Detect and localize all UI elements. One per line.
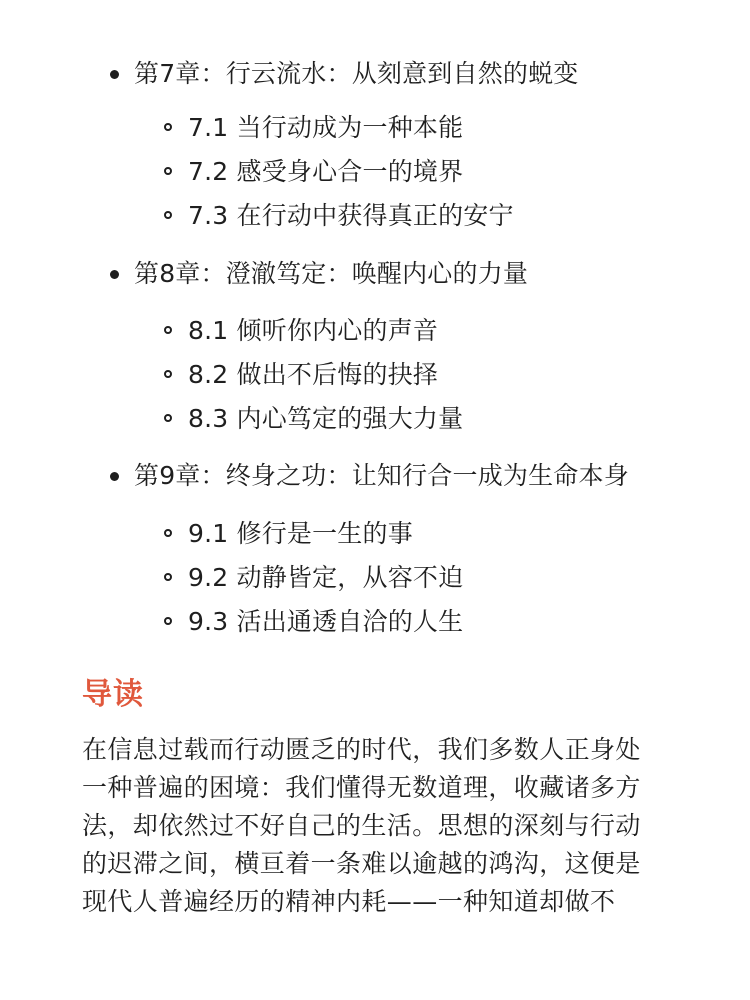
section-title: 8.3 内心笃定的强大力量 xyxy=(188,404,464,433)
section-title: 7.1 当行动成为一种本能 xyxy=(188,113,464,142)
bullet-circle-icon xyxy=(164,167,172,175)
section-title: 9.3 活出通透自洽的人生 xyxy=(188,607,464,636)
paragraph-line: 一种普遍的困境：我们懂得无数道理，收藏诸多方 xyxy=(82,773,641,802)
bullet-circle-icon xyxy=(164,414,172,422)
paragraph-line: 的迟滞之间，横亘着一条难以逾越的鸿沟，这便是 xyxy=(82,849,641,878)
bullet-disc-icon xyxy=(110,472,119,481)
intro-paragraph xyxy=(82,731,672,921)
paragraph-line: 在信息过载而行动匮乏的时代，我们多数人正身处 xyxy=(82,735,641,764)
section-title: 7.2 感受身心合一的境界 xyxy=(188,157,464,186)
paragraph-line: 现代人普遍经历的精神内耗——一种知道却做不 xyxy=(82,887,616,916)
bullet-circle-icon xyxy=(164,211,172,219)
bullet-circle-icon xyxy=(164,123,172,131)
section-title: 8.1 倾听你内心的声音 xyxy=(188,316,439,345)
section-title: 7.3 在行动中获得真正的安宁 xyxy=(188,201,514,230)
chapter-title: 第7章：行云流水：从刻意到自然的蜕变 xyxy=(134,59,579,88)
bullet-circle-icon xyxy=(164,529,172,537)
section-title: 9.2 动静皆定，从容不迫 xyxy=(188,563,464,592)
intro-heading: 导读 xyxy=(82,677,144,712)
bullet-circle-icon xyxy=(164,617,172,625)
section-title: 8.2 做出不后悔的抉择 xyxy=(188,360,439,389)
bullet-circle-icon xyxy=(164,370,172,378)
paragraph-line: 法，却依然过不好自己的生活。思想的深刻与行动 xyxy=(82,811,641,840)
bullet-disc-icon xyxy=(110,270,119,279)
bullet-circle-icon xyxy=(164,326,172,334)
bullet-disc-icon xyxy=(110,70,119,79)
section-title: 9.1 修行是一生的事 xyxy=(188,519,413,548)
bullet-circle-icon xyxy=(164,573,172,581)
chapter-title: 第8章：澄澈笃定：唤醒内心的力量 xyxy=(134,259,529,288)
chapter-title: 第9章：终身之功：让知行合一成为生命本身 xyxy=(134,461,629,490)
